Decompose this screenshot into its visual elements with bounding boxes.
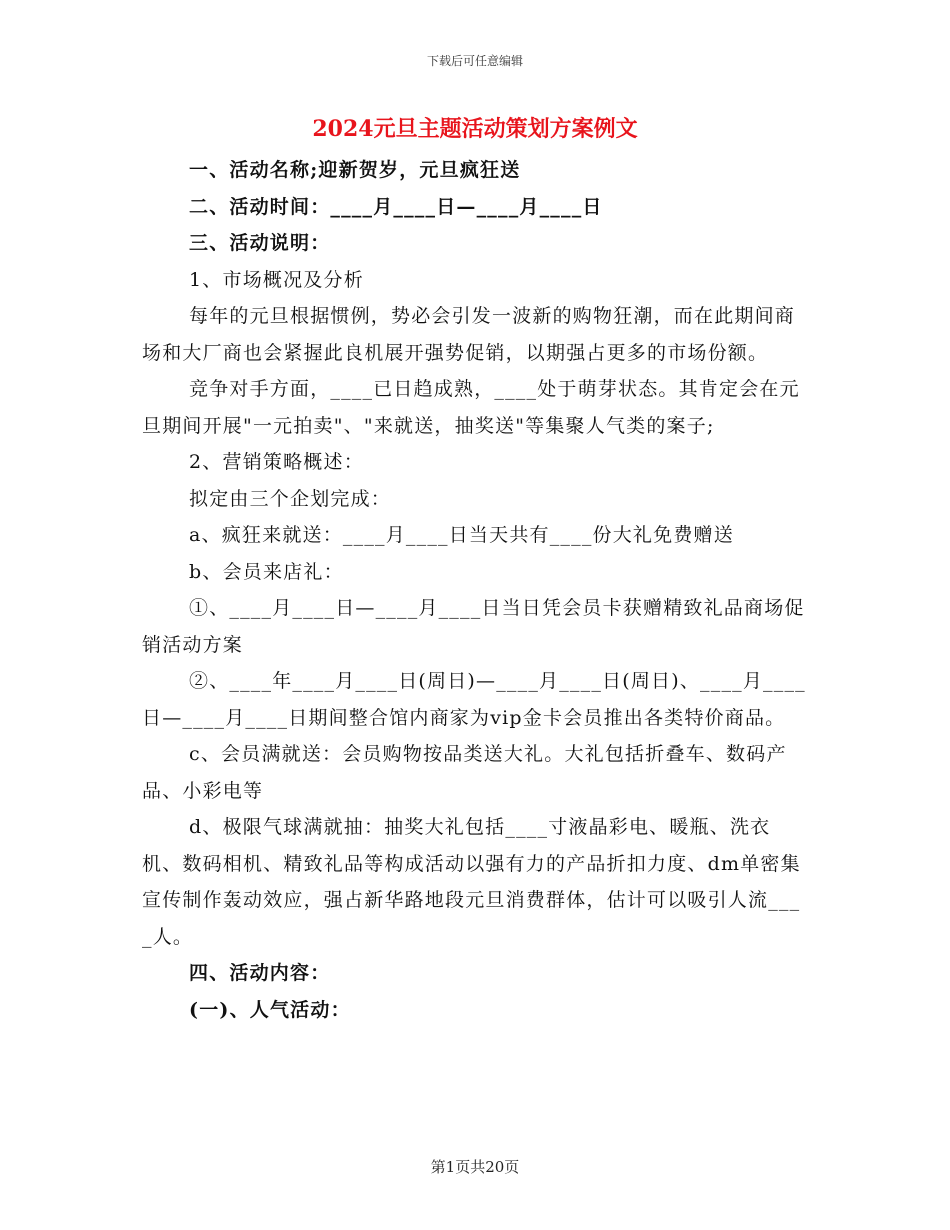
list-item-plan-b: b、会员来店礼： [189,560,344,583]
page-header-note: 下载后可任意编辑 [426,54,523,68]
section-heading-activity-description: 三、活动说明： [189,232,331,254]
document-body [142,152,808,1028]
paragraph-three-plans: 拟定由三个企划完成： [189,487,392,510]
list-item-plan-b-2: ②、____年____月____日(周日)—____月____日(周日)、____月____日—____月____日期间整合馆内商家为vip金卡会员推出各类特价商品。 [142,670,806,729]
section-heading-activity-content: 四、活动内容： [189,962,331,984]
page-footer-page-number: 第1页共20页 [430,1158,520,1176]
subheading-popularity-activities: (一)、人气活动： [189,998,351,1021]
list-item-plan-c: c、会员满就送：会员购物按品类送大礼。大礼包括折叠车、数码产品、小彩电等 [142,743,787,802]
subheading-marketing-strategy: 2、营销策略概述： [189,451,364,473]
list-item-plan-b-1: ①、____月____日—____月____日当日凭会员卡获赠精致礼品商场促销活动方案 [142,597,805,656]
document-title: 2024元旦主题活动策划方案例文 [312,116,638,142]
section-heading-activity-time: 二、活动时间：____月____日—____月____日 [189,195,603,218]
section-heading-activity-name: 一、活动名称;迎新贺岁，元旦疯狂送 [189,159,521,181]
paragraph-competitors: 竞争对手方面，____已日趋成熟，____处于萌芽状态。其肯定会在元旦期间开展"一元拍卖"、"来就送，抽奖送"等集聚人气类的案子; [142,378,800,437]
list-item-plan-a: a、疯狂来就送：____月____日当天共有____份大礼免费赠送 [189,524,734,546]
subheading-market-analysis: 1、市场概况及分析 [189,268,364,291]
list-item-plan-d: d、极限气球满就抽：抽奖大礼包括____寸液晶彩电、暖瓶、洗衣机、数码相机、精致礼品等构成活动以强有力的产品折扣力度、dm单密集宣传制作轰动效应，强占新华路地段元旦消费群体，估计可以吸引人流____人。 [142,816,801,948]
paragraph-market-overview: 每年的元旦根据惯例，势必会引发一波新的购物狂潮，而在此期间商场和大厂商也会紧握此良机展开强势促销，以期强占更多的市场份额。 [142,305,796,364]
